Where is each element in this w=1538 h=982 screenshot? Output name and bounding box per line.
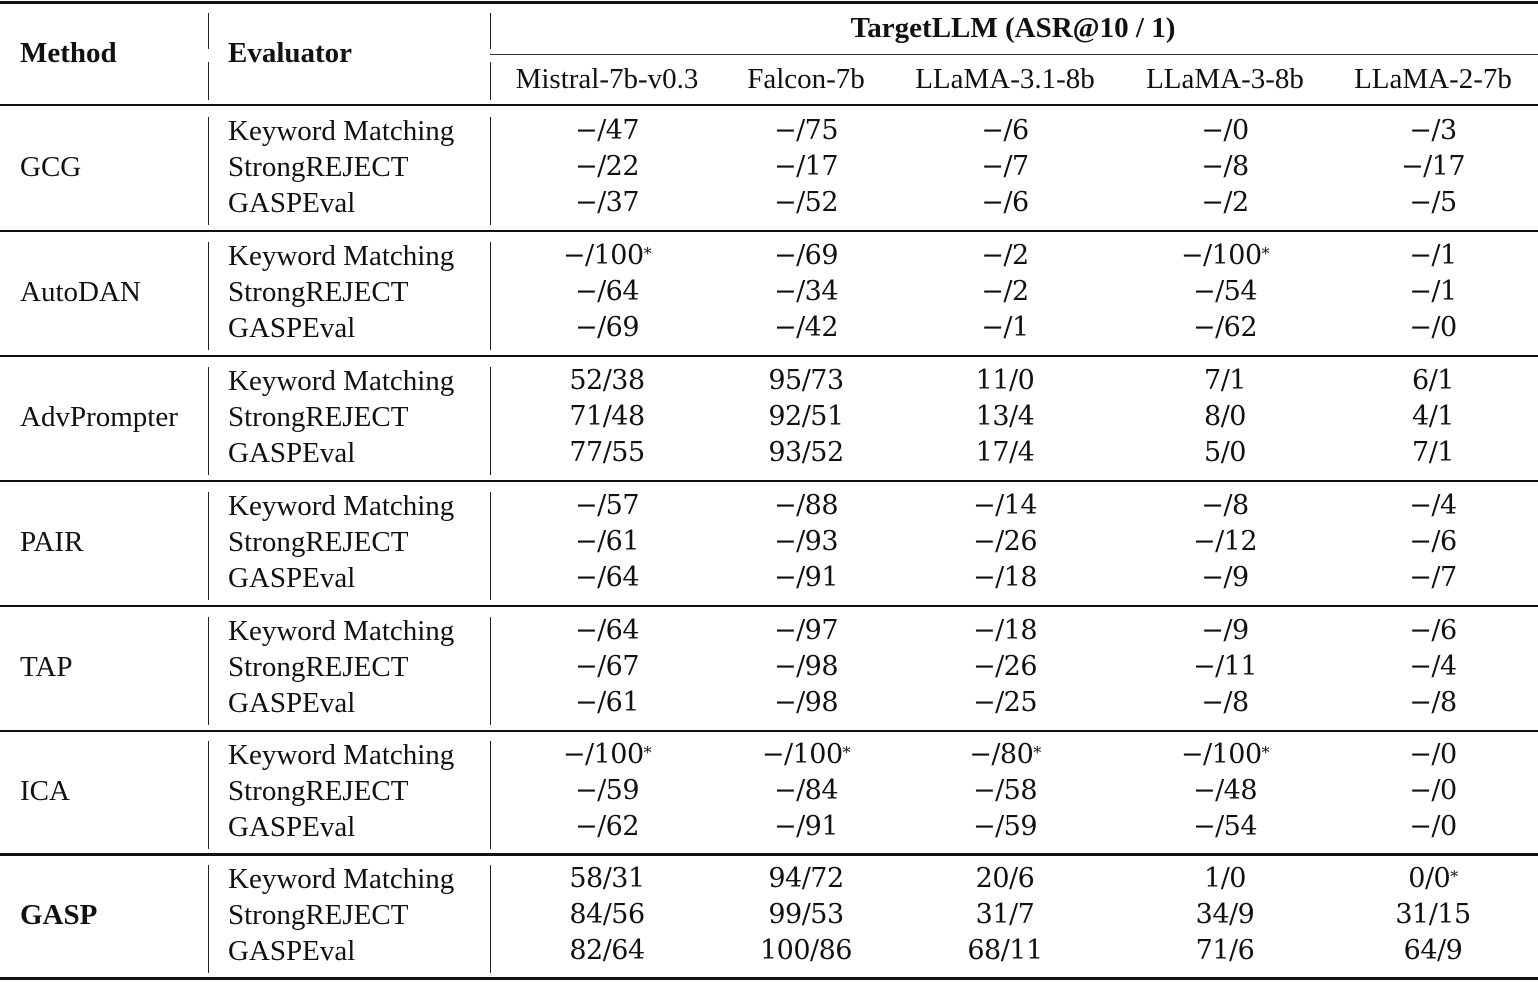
column-header: LLaMA-2-7b: [1354, 63, 1512, 95]
evaluator-label: GASPEval: [228, 935, 356, 967]
asr-cell: −/64: [574, 615, 640, 646]
asr-cell: 71/48: [569, 401, 645, 432]
asr-cell: −/6: [1409, 526, 1457, 557]
header-vbar: [208, 13, 209, 49]
asr-cell: −/91: [773, 811, 839, 842]
asr-cell: −/8: [1201, 151, 1249, 182]
asterisk-mark: *: [1261, 244, 1270, 263]
asr-cell: 6/1: [1412, 365, 1454, 396]
group-vbar: [490, 117, 491, 225]
header-vbar: [490, 13, 491, 49]
asr-cell: −/100*: [1180, 739, 1270, 770]
asr-cell: −/9: [1201, 615, 1249, 646]
asr-cell: −/58: [972, 775, 1038, 806]
asr-cell: −/47: [574, 115, 640, 146]
asr-cell: −/67: [574, 651, 640, 682]
asr-cell: −/62: [1192, 312, 1258, 343]
target-llm-cmidrule: [490, 54, 1538, 55]
evaluator-label: GASPEval: [228, 437, 356, 469]
evaluator-label: Keyword Matching: [228, 863, 455, 895]
asterisk-mark: *: [643, 244, 652, 263]
asr-cell: −/14: [972, 490, 1038, 521]
asr-cell: −/7: [981, 151, 1029, 182]
asr-cell: −/11: [1192, 651, 1258, 682]
asr-cell: −/1: [1409, 240, 1457, 271]
group-vbar: [208, 741, 209, 849]
evaluator-label: StrongREJECT: [228, 899, 409, 931]
header-vbar: [208, 62, 209, 100]
method-label: TAP: [20, 651, 73, 683]
asr-cell: −/3: [1409, 115, 1457, 146]
asr-cell: −/98: [773, 651, 839, 682]
asr-cell: −/84: [773, 775, 839, 806]
asr-cell: −/6: [981, 187, 1029, 218]
evaluator-label: Keyword Matching: [228, 490, 455, 522]
asr-cell: −/4: [1409, 651, 1457, 682]
column-header: LLaMA-3.1-8b: [915, 63, 1095, 95]
asterisk-mark: *: [1450, 867, 1458, 886]
header-method: Method: [20, 37, 117, 69]
asr-cell: −/57: [574, 490, 640, 521]
group-separator-rule: [0, 730, 1538, 732]
asr-cell: −/0: [1409, 811, 1457, 842]
group-separator-rule: [0, 480, 1538, 482]
asr-cell: 58/31: [569, 863, 645, 894]
asterisk-mark: *: [1261, 743, 1270, 762]
asr-cell: −/0: [1409, 775, 1457, 806]
asr-cell: 95/73: [768, 365, 844, 396]
asr-cell: −/100*: [562, 739, 652, 770]
group-vbar: [490, 492, 491, 600]
method-label: ICA: [20, 775, 70, 807]
asr-cell: 7/1: [1204, 365, 1246, 396]
asterisk-mark: *: [1033, 743, 1041, 762]
evaluator-label: Keyword Matching: [228, 365, 455, 397]
bottom-rule: [0, 977, 1538, 980]
evaluator-label: GASPEval: [228, 687, 356, 719]
asr-cell: −/37: [574, 187, 640, 218]
group-separator-rule: [0, 605, 1538, 607]
evaluator-label: Keyword Matching: [228, 240, 455, 272]
asterisk-mark: *: [842, 743, 851, 762]
group-separator-rule: [0, 853, 1538, 856]
asr-cell: 92/51: [768, 401, 844, 432]
evaluator-label: GASPEval: [228, 312, 356, 344]
asr-cell: 0/0*: [1408, 863, 1458, 894]
header-evaluator: Evaluator: [228, 37, 353, 69]
asr-cell: 7/1: [1412, 437, 1454, 468]
asr-cell: −/42: [773, 312, 839, 343]
asr-cell: −/22: [574, 151, 640, 182]
asr-cell: −/0: [1201, 115, 1249, 146]
asr-cell: −/59: [972, 811, 1038, 842]
asr-cell: −/54: [1192, 276, 1258, 307]
asr-cell: −/25: [972, 687, 1038, 718]
evaluator-label: GASPEval: [228, 811, 356, 843]
evaluator-label: StrongREJECT: [228, 651, 409, 683]
asr-cell: 4/1: [1412, 401, 1454, 432]
asr-cell: −/8: [1201, 687, 1249, 718]
asr-cell: −/6: [981, 115, 1029, 146]
asr-cell: −/100*: [562, 240, 652, 271]
header-mid-rule: [0, 104, 1538, 106]
asr-cell: 71/6: [1195, 935, 1255, 966]
method-label: GCG: [20, 151, 82, 183]
asr-cell: −/1: [1409, 276, 1457, 307]
asr-cell: −/69: [773, 240, 839, 271]
evaluator-label: Keyword Matching: [228, 115, 455, 147]
group-separator-rule: [0, 230, 1538, 232]
asr-cell: −/17: [1400, 151, 1466, 182]
asr-cell: −/88: [773, 490, 839, 521]
column-header: Mistral-7b-v0.3: [515, 63, 699, 95]
asr-cell: 94/72: [768, 863, 844, 894]
group-vbar: [490, 741, 491, 849]
evaluator-label: Keyword Matching: [228, 739, 455, 771]
asr-cell: 1/0: [1204, 863, 1246, 894]
group-vbar: [490, 865, 491, 973]
asr-cell: 8/0: [1204, 401, 1246, 432]
asr-cell: 100/86: [760, 935, 852, 966]
group-vbar: [208, 367, 209, 475]
asr-cell: −/98: [773, 687, 839, 718]
column-header: LLaMA-3-8b: [1146, 63, 1304, 95]
evaluator-label: Keyword Matching: [228, 615, 455, 647]
asr-cell: 20/6: [975, 863, 1035, 894]
asr-cell: 31/7: [975, 899, 1035, 930]
asr-cell: −/100*: [761, 739, 851, 770]
asr-cell: −/64: [574, 562, 640, 593]
evaluator-label: StrongREJECT: [228, 526, 409, 558]
asr-cell: 31/15: [1395, 899, 1471, 930]
top-rule: [0, 1, 1538, 4]
asr-cell: −/2: [1201, 187, 1249, 218]
header-vbar: [490, 62, 491, 100]
asr-cell: 34/9: [1195, 899, 1255, 930]
asr-cell: −/62: [574, 811, 640, 842]
asr-cell: 64/9: [1403, 935, 1463, 966]
asr-cell: −/64: [574, 276, 640, 307]
asr-cell: 52/38: [569, 365, 645, 396]
column-header: Falcon-7b: [747, 63, 865, 95]
group-vbar: [490, 242, 491, 350]
asr-cell: −/61: [574, 687, 640, 718]
group-vbar: [490, 367, 491, 475]
asr-cell: −/18: [972, 615, 1038, 646]
asr-cell: −/93: [773, 526, 839, 557]
asr-cell: −/48: [1192, 775, 1258, 806]
asr-cell: −/6: [1409, 615, 1457, 646]
asr-cell: 17/4: [975, 437, 1035, 468]
evaluator-label: GASPEval: [228, 562, 356, 594]
asr-cell: −/34: [773, 276, 839, 307]
group-vbar: [208, 492, 209, 600]
asr-cell: −/91: [773, 562, 839, 593]
asr-cell: −/18: [972, 562, 1038, 593]
asr-cell: 99/53: [768, 899, 844, 930]
asr-cell: −/80*: [969, 739, 1041, 770]
asr-cell: −/7: [1409, 562, 1457, 593]
asr-cell: −/97: [773, 615, 839, 646]
asr-cell: −/2: [981, 240, 1029, 271]
asr-cell: −/8: [1409, 687, 1457, 718]
asr-cell: −/69: [574, 312, 640, 343]
asr-cell: −/4: [1409, 490, 1457, 521]
asr-cell: 68/11: [967, 935, 1043, 966]
asr-cell: −/52: [773, 187, 839, 218]
asr-cell: −/2: [981, 276, 1029, 307]
method-label: AutoDAN: [20, 276, 141, 308]
asr-cell: −/61: [574, 526, 640, 557]
asr-cell: −/26: [972, 651, 1038, 682]
group-vbar: [208, 865, 209, 973]
evaluator-label: StrongREJECT: [228, 775, 409, 807]
asr-cell: 93/52: [768, 437, 844, 468]
asr-cell: −/100*: [1180, 240, 1270, 271]
group-vbar: [490, 617, 491, 725]
asr-cell: −/17: [773, 151, 839, 182]
asr-cell: −/12: [1192, 526, 1258, 557]
asr-cell: −/8: [1201, 490, 1249, 521]
evaluator-label: StrongREJECT: [228, 151, 409, 183]
asr-cell: −/54: [1192, 811, 1258, 842]
asr-cell: −/0: [1409, 312, 1457, 343]
asr-cell: 5/0: [1204, 437, 1246, 468]
asterisk-mark: *: [643, 743, 652, 762]
asr-cell: −/0: [1409, 739, 1457, 770]
asr-cell: −/9: [1201, 562, 1249, 593]
evaluator-label: GASPEval: [228, 187, 356, 219]
asr-cell: 84/56: [569, 899, 645, 930]
asr-cell: 11/0: [975, 365, 1035, 396]
asr-cell: −/59: [574, 775, 640, 806]
method-label: PAIR: [20, 526, 84, 558]
asr-cell: −/1: [981, 312, 1029, 343]
group-vbar: [208, 617, 209, 725]
asr-cell: −/5: [1409, 187, 1457, 218]
asr-cell: 77/55: [569, 437, 645, 468]
method-label: AdvPrompter: [20, 401, 178, 433]
group-vbar: [208, 117, 209, 225]
evaluator-label: StrongREJECT: [228, 276, 409, 308]
group-vbar: [208, 242, 209, 350]
asr-cell: 82/64: [569, 935, 645, 966]
asr-cell: 13/4: [975, 401, 1035, 432]
group-separator-rule: [0, 355, 1538, 357]
asr-cell: −/75: [773, 115, 839, 146]
method-label: GASP: [20, 899, 98, 931]
asr-cell: −/26: [972, 526, 1038, 557]
header-target-llm: TargetLLM (ASR@10 / 1): [850, 12, 1176, 44]
evaluator-label: StrongREJECT: [228, 401, 409, 433]
